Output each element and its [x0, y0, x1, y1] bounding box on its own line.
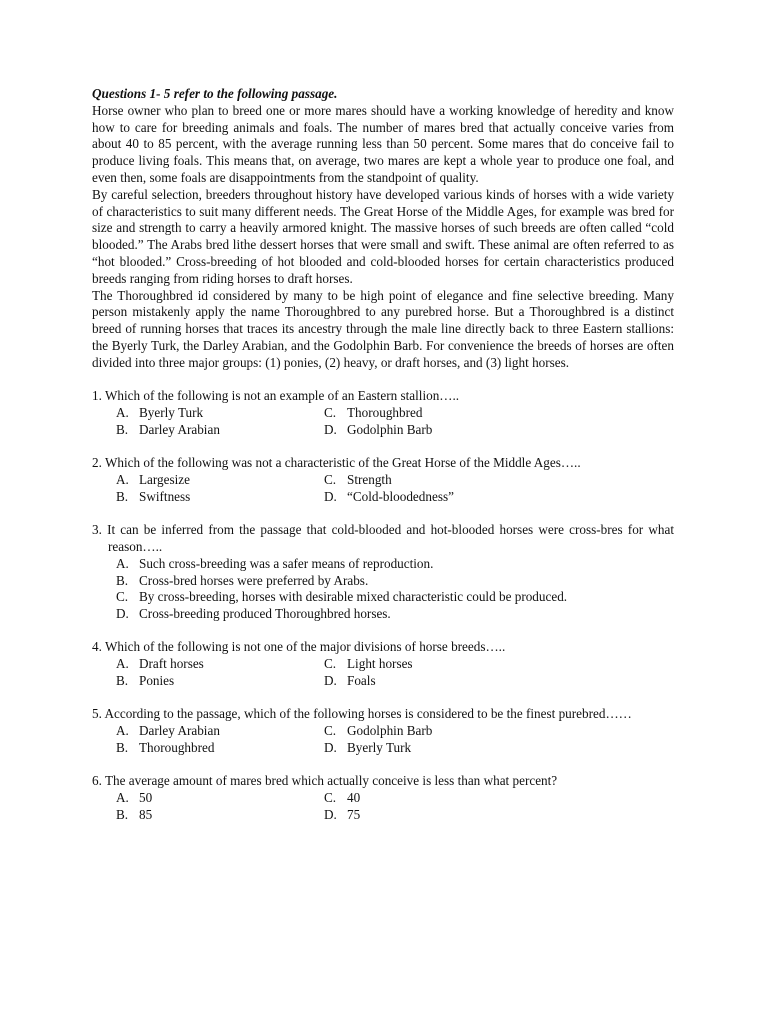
option-b: [116, 740, 324, 757]
option-letter: C.: [116, 589, 129, 605]
option-a: [116, 723, 324, 740]
answer-options: [92, 656, 674, 690]
option-letter: A.: [116, 656, 129, 672]
option-text: Cross-breeding produced Thoroughbred horses.: [139, 606, 391, 622]
question-6: [92, 773, 674, 823]
option-text: Darley Arabian: [139, 723, 220, 739]
option-text: Cross-bred horses were preferred by Arabs.: [139, 572, 369, 588]
passage-paragraph: By careful selection, breeders throughout history have developed various kinds of horses with a wide variety of characteristics to suit many different needs. The Great Horse of the Middle Ages, for example was bred for size and strength to carry a heavily armored knight. The massive horses of such breeds are often called “cold blooded.” The Arabs bred lithe dessert horses that were small and swift. These animal are often referred to as “hot blooded.” Cross-breeding of hot blooded and cold-blooded horses for certain characteristics produced breeds ranging from riding horses to draft horses.: [92, 186, 674, 286]
passage-paragraph: The Thoroughbred id considered by many to be high point of elegance and fine selective breeding. Many person mistakenly apply the name Thoroughbred to any purebred horse. But a Thoroughbred is a distinct breed of running horses that traces its ancestry through the male line directly back to three Eastern stallions: the Byerly Turk, the Darley Arabian, and the Godolphin Barb. For convenience the breeds of horses are often divided into three major groups: (1) ponies, (2) heavy, or draft horses, and (3) light horses.: [92, 287, 674, 370]
option-letter: B.: [116, 421, 129, 437]
question-stem: 2. Which of the following was not a characteristic of the Great Horse of the Middle Ages…..: [92, 455, 581, 471]
option-text: Byerly Turk: [139, 404, 204, 420]
option-letter: D.: [324, 488, 337, 504]
question-stem: 1. Which of the following is not an example of an Eastern stallion…..: [92, 388, 460, 404]
option-c: [324, 656, 413, 673]
answer-options: [92, 472, 674, 506]
option-letter: D.: [324, 807, 337, 823]
option-c: [324, 723, 432, 740]
answer-options: [92, 723, 674, 757]
option-text: Ponies: [139, 673, 175, 689]
option-text: Light horses: [347, 656, 413, 672]
passage-paragraph: Horse owner who plan to breed one or more mares should have a working knowledge of heredity and know how to care for breeding animals and foals. The number of mares bred that actually conceive varies from about 40 to 85 percent, with the average running less than 50 percent. Some mares that do conceive fail to produce living foals. This means that, on average, two mares are kept a whole year to produce one foal, and even then, some foals are disappointments from the standpoint of quality.: [92, 102, 674, 185]
option-text: Godolphin Barb: [347, 723, 433, 739]
option-text: 85: [139, 807, 153, 823]
option-d: [324, 673, 376, 690]
option-a: [116, 472, 324, 489]
option-letter: A.: [116, 404, 129, 420]
option-letter: A.: [116, 723, 129, 739]
option-letter: C.: [324, 723, 337, 739]
option-text: 50: [139, 790, 153, 806]
option-letter: B.: [116, 807, 129, 823]
answer-options: [92, 790, 674, 824]
answer-options: [92, 556, 674, 623]
option-letter: A.: [116, 471, 129, 487]
question-5: [92, 706, 674, 756]
option-letter: C.: [324, 404, 337, 420]
option-d: [324, 740, 411, 757]
option-letter: B.: [116, 572, 129, 588]
option-text: Largesize: [139, 471, 191, 487]
option-letter: B.: [116, 488, 129, 504]
option-text: Draft horses: [139, 656, 204, 672]
option-letter: D.: [324, 421, 337, 437]
option-text: By cross-breeding, horses with desirable mixed characteristic could be produced.: [139, 589, 568, 605]
question-1: [92, 388, 674, 438]
option-d: [116, 606, 674, 623]
option-text: Darley Arabian: [139, 421, 220, 437]
question-stem: 3. It can be inferred from the passage that cold-blooded and hot-blooded horses were cross-bres for what reason…..: [92, 522, 674, 554]
document-page: [92, 86, 674, 824]
option-a: [116, 556, 674, 573]
option-text: 40: [347, 790, 361, 806]
option-text: Foals: [347, 673, 376, 689]
option-d: [324, 422, 432, 439]
option-letter: C.: [324, 790, 337, 806]
option-letter: C.: [324, 656, 337, 672]
option-letter: A.: [116, 555, 129, 571]
answer-options: [92, 405, 674, 439]
option-text: Byerly Turk: [347, 740, 412, 756]
option-b: [116, 489, 324, 506]
question-4: [92, 639, 674, 689]
option-a: [116, 656, 324, 673]
option-letter: D.: [116, 606, 129, 622]
option-letter: D.: [324, 673, 337, 689]
question-2: [92, 455, 674, 505]
option-d: [324, 807, 360, 824]
option-b: [116, 807, 324, 824]
option-a: [116, 405, 324, 422]
option-text: Swiftness: [139, 488, 191, 504]
option-text: Such cross-breeding was a safer means of reproduction.: [139, 555, 434, 571]
option-letter: B.: [116, 673, 129, 689]
option-text: 75: [347, 807, 361, 823]
option-letter: D.: [324, 740, 337, 756]
reading-passage: [92, 103, 674, 372]
option-b: [116, 422, 324, 439]
option-letter: B.: [116, 740, 129, 756]
question-stem: 5. According to the passage, which of the following horses is considered to be the finest purebred……: [92, 706, 632, 722]
option-text: Thoroughbred: [139, 740, 215, 756]
option-c: [324, 405, 422, 422]
option-c: [324, 472, 392, 489]
option-letter: C.: [324, 471, 337, 487]
option-d: [324, 489, 454, 506]
option-text: Godolphin Barb: [347, 421, 433, 437]
passage-heading: Questions 1- 5 refer to the following passage.: [92, 86, 338, 101]
option-text: Thoroughbred: [347, 404, 423, 420]
question-3: [92, 522, 674, 623]
option-c: [116, 589, 674, 606]
option-b: [116, 573, 674, 590]
question-stem: 4. Which of the following is not one of the major divisions of horse breeds…..: [92, 639, 506, 655]
option-b: [116, 673, 324, 690]
option-text: Strength: [347, 471, 392, 487]
option-c: [324, 790, 360, 807]
option-text: “Cold-bloodedness”: [347, 488, 454, 504]
question-stem: 6. The average amount of mares bred which actually conceive is less than what percent?: [92, 773, 558, 789]
option-a: [116, 790, 324, 807]
option-letter: A.: [116, 790, 129, 806]
